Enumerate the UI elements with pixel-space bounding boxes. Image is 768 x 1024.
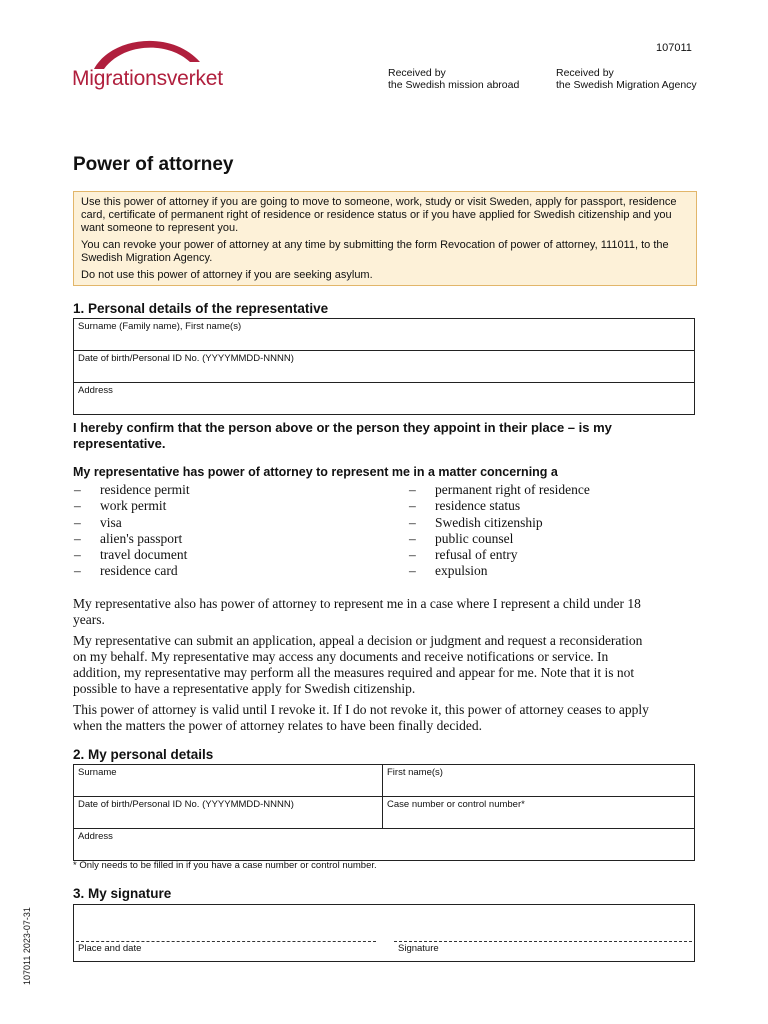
signature-line — [394, 941, 692, 942]
list-item-label: visa — [100, 514, 122, 530]
dash-marker: – — [74, 563, 81, 579]
personal-dob-field[interactable] — [74, 797, 383, 829]
list-item — [74, 563, 190, 579]
place-date-label: Place and date — [78, 943, 142, 954]
received-by-mission-line2: the Swedish mission abroad — [388, 79, 520, 91]
list-item — [74, 547, 190, 563]
footnote: * Only needs to be filled in if you have a case number or control number. — [73, 860, 377, 871]
dash-marker: – — [74, 530, 81, 546]
list-item-label: residence status — [435, 498, 521, 514]
list-item — [409, 498, 590, 514]
representative-address-field[interactable] — [74, 383, 695, 415]
paragraph-text: My representative can submit an application, appeal a decision or judgment and request a reconsideration on my behalf. My representative may access any documents and receive notifications or service. In addition, my representative may perform all the measures required and appear for me. Note that it is not possible to have a representative apply for Swedish citizenship. — [73, 633, 643, 696]
logo-text: Migrationsverket — [72, 67, 223, 90]
section3-heading: 3. My signature — [73, 886, 172, 901]
dash-marker: – — [409, 514, 416, 530]
arc-logo-icon — [92, 38, 202, 70]
migrationsverket-logo — [72, 38, 232, 94]
signature-box[interactable] — [73, 904, 695, 962]
section2-heading: 2. My personal details — [73, 747, 214, 762]
scope-list-left — [74, 482, 190, 580]
list-item — [409, 482, 590, 498]
list-item-label: alien's passport — [100, 530, 183, 546]
list-item — [409, 547, 590, 563]
personal-address-field[interactable] — [74, 829, 695, 861]
field-label: Date of birth/Personal ID No. (YYYYMMDD-NNNN) — [78, 353, 294, 364]
form-version-code: 107011 2023-07-31 — [22, 907, 32, 985]
dash-marker: – — [74, 482, 81, 497]
info-paragraph: Do not use this power of attorney if you are seeking asylum. — [81, 269, 373, 281]
body-paragraph-powers — [73, 633, 653, 697]
list-item-label: work permit — [100, 498, 167, 514]
received-by-mission — [388, 67, 519, 91]
place-date-line — [76, 941, 376, 942]
list-item — [409, 563, 590, 579]
received-by-agency-line1: Received by — [556, 67, 614, 79]
list-item-label: public counsel — [435, 530, 514, 546]
list-item — [74, 531, 190, 547]
list-item — [74, 498, 190, 514]
list-item — [74, 515, 190, 531]
field-label: Date of birth/Personal ID No. (YYYYMMDD-NNNN) — [78, 799, 294, 810]
first-names-field[interactable] — [383, 765, 695, 797]
dash-marker: – — [409, 482, 416, 497]
paragraph-text: My representative also has power of attorney to represent me in a case where I represent a child under 18 years. — [73, 596, 641, 627]
paragraph-text: This power of attorney is valid until I revoke it. If I do not revoke it, this power of attorney ceases to apply when the matters the power of attorney relates to have been finally decided. — [73, 702, 649, 733]
list-item-label: residence permit — [100, 482, 190, 497]
field-label: Address — [78, 831, 113, 842]
scope-list-right — [409, 482, 590, 580]
dash-marker: – — [409, 547, 416, 563]
list-item-label: expulsion — [435, 563, 488, 579]
list-item-label: residence card — [100, 563, 178, 579]
field-label: Surname — [78, 767, 117, 778]
field-label: Address — [78, 385, 113, 396]
field-label: Surname (Family name), First name(s) — [78, 321, 242, 332]
dash-marker: – — [409, 498, 416, 514]
received-by-mission-line1: Received by — [388, 67, 446, 79]
page-title: Power of attorney — [73, 154, 234, 175]
field-label: First name(s) — [387, 767, 443, 778]
list-item-label: permanent right of residence — [435, 482, 590, 497]
form-number: 107011 — [656, 42, 692, 54]
body-paragraph-child — [73, 596, 653, 628]
list-item — [409, 531, 590, 547]
info-paragraph: You can revoke your power of attorney at any time by submitting the form Revocation of power of attorney, 111011, to the Swedish Migration Agency. — [81, 239, 669, 264]
surname-field[interactable] — [74, 765, 383, 797]
confirmation-statement: I hereby confirm that the person above or the person they appoint in their place – is my representative. — [73, 420, 612, 451]
list-item-label: Swedish citizenship — [435, 514, 543, 530]
case-number-field[interactable] — [383, 797, 695, 829]
dash-marker: – — [74, 514, 81, 530]
list-item-label: travel document — [100, 547, 188, 563]
list-item — [409, 515, 590, 531]
info-box — [73, 191, 697, 286]
list-item — [74, 482, 190, 498]
body-paragraph-validity — [73, 702, 653, 734]
info-paragraph: Use this power of attorney if you are going to move to someone, work, study or visit Sweden, apply for passport, residence card, certificate of permanent right of residence or residence status or if you have applied for Swedish citizenship and you want someone to represent you. — [81, 196, 677, 234]
representative-dob-field[interactable] — [74, 351, 695, 383]
representative-name-field[interactable] — [74, 319, 695, 351]
personal-details-table — [73, 764, 695, 861]
section1-heading: 1. Personal details of the representative — [73, 301, 329, 316]
dash-marker: – — [74, 498, 81, 514]
signature-label: Signature — [398, 943, 439, 954]
received-by-agency — [556, 67, 697, 91]
dash-marker: – — [74, 547, 81, 563]
list-item-label: refusal of entry — [435, 547, 518, 563]
field-label: Case number or control number* — [387, 799, 525, 810]
dash-marker: – — [409, 530, 416, 546]
received-by-agency-line2: the Swedish Migration Agency — [556, 79, 697, 91]
representative-details-table — [73, 318, 695, 415]
dash-marker: – — [409, 563, 416, 579]
scope-heading: My representative has power of attorney to represent me in a matter concerning a — [73, 465, 558, 479]
